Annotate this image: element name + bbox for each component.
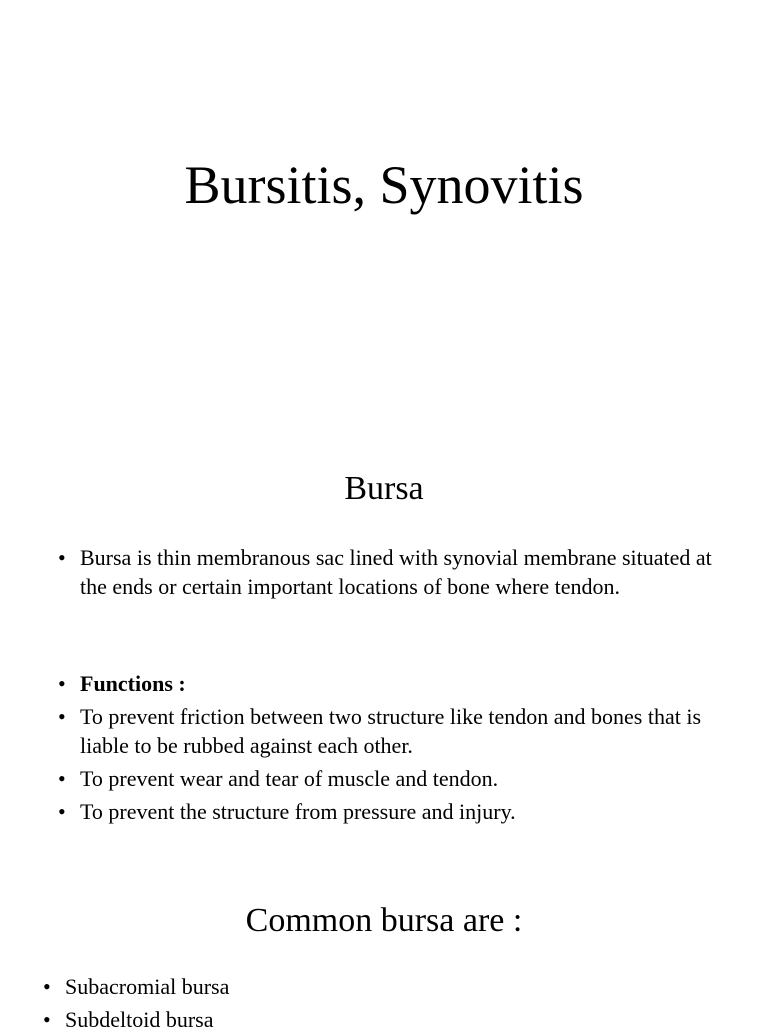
functions-list [58, 669, 718, 826]
bullet-icon: • [58, 671, 66, 696]
list-item [43, 972, 723, 1001]
list-item [58, 797, 718, 826]
bursa-name: Subacromial bursa [65, 974, 230, 999]
list-item [58, 702, 718, 760]
common-bursa-list [43, 972, 723, 1034]
bullet-icon: • [58, 766, 66, 791]
bursa-description: Bursa is thin membranous sac lined with synovial membrane situated at the ends or certain important locations of bone where tendon. [80, 545, 712, 599]
bullet-icon: • [58, 704, 66, 729]
list-item [58, 669, 718, 698]
function-text: To prevent wear and tear of muscle and tendon. [80, 766, 499, 791]
common-bursa-heading: Common bursa are : [245, 902, 523, 939]
list-item [43, 1005, 723, 1034]
function-text: To prevent friction between two structure like tendon and bones that is liable to be rubbed against each other. [80, 704, 702, 758]
bullet-icon: • [58, 545, 66, 570]
function-text: To prevent the structure from pressure and injury. [80, 799, 516, 824]
functions-label: Functions : [80, 671, 186, 696]
bursa-description-list [58, 543, 718, 601]
bursa-heading: Bursa [344, 470, 424, 507]
slide-title: Bursitis, Synovitis [184, 155, 584, 215]
bullet-icon: • [43, 974, 51, 999]
bullet-icon: • [58, 799, 66, 824]
list-item [58, 543, 718, 601]
list-item [58, 764, 718, 793]
bullet-icon: • [43, 1007, 51, 1032]
bursa-name: Subdeltoid bursa [65, 1007, 214, 1032]
